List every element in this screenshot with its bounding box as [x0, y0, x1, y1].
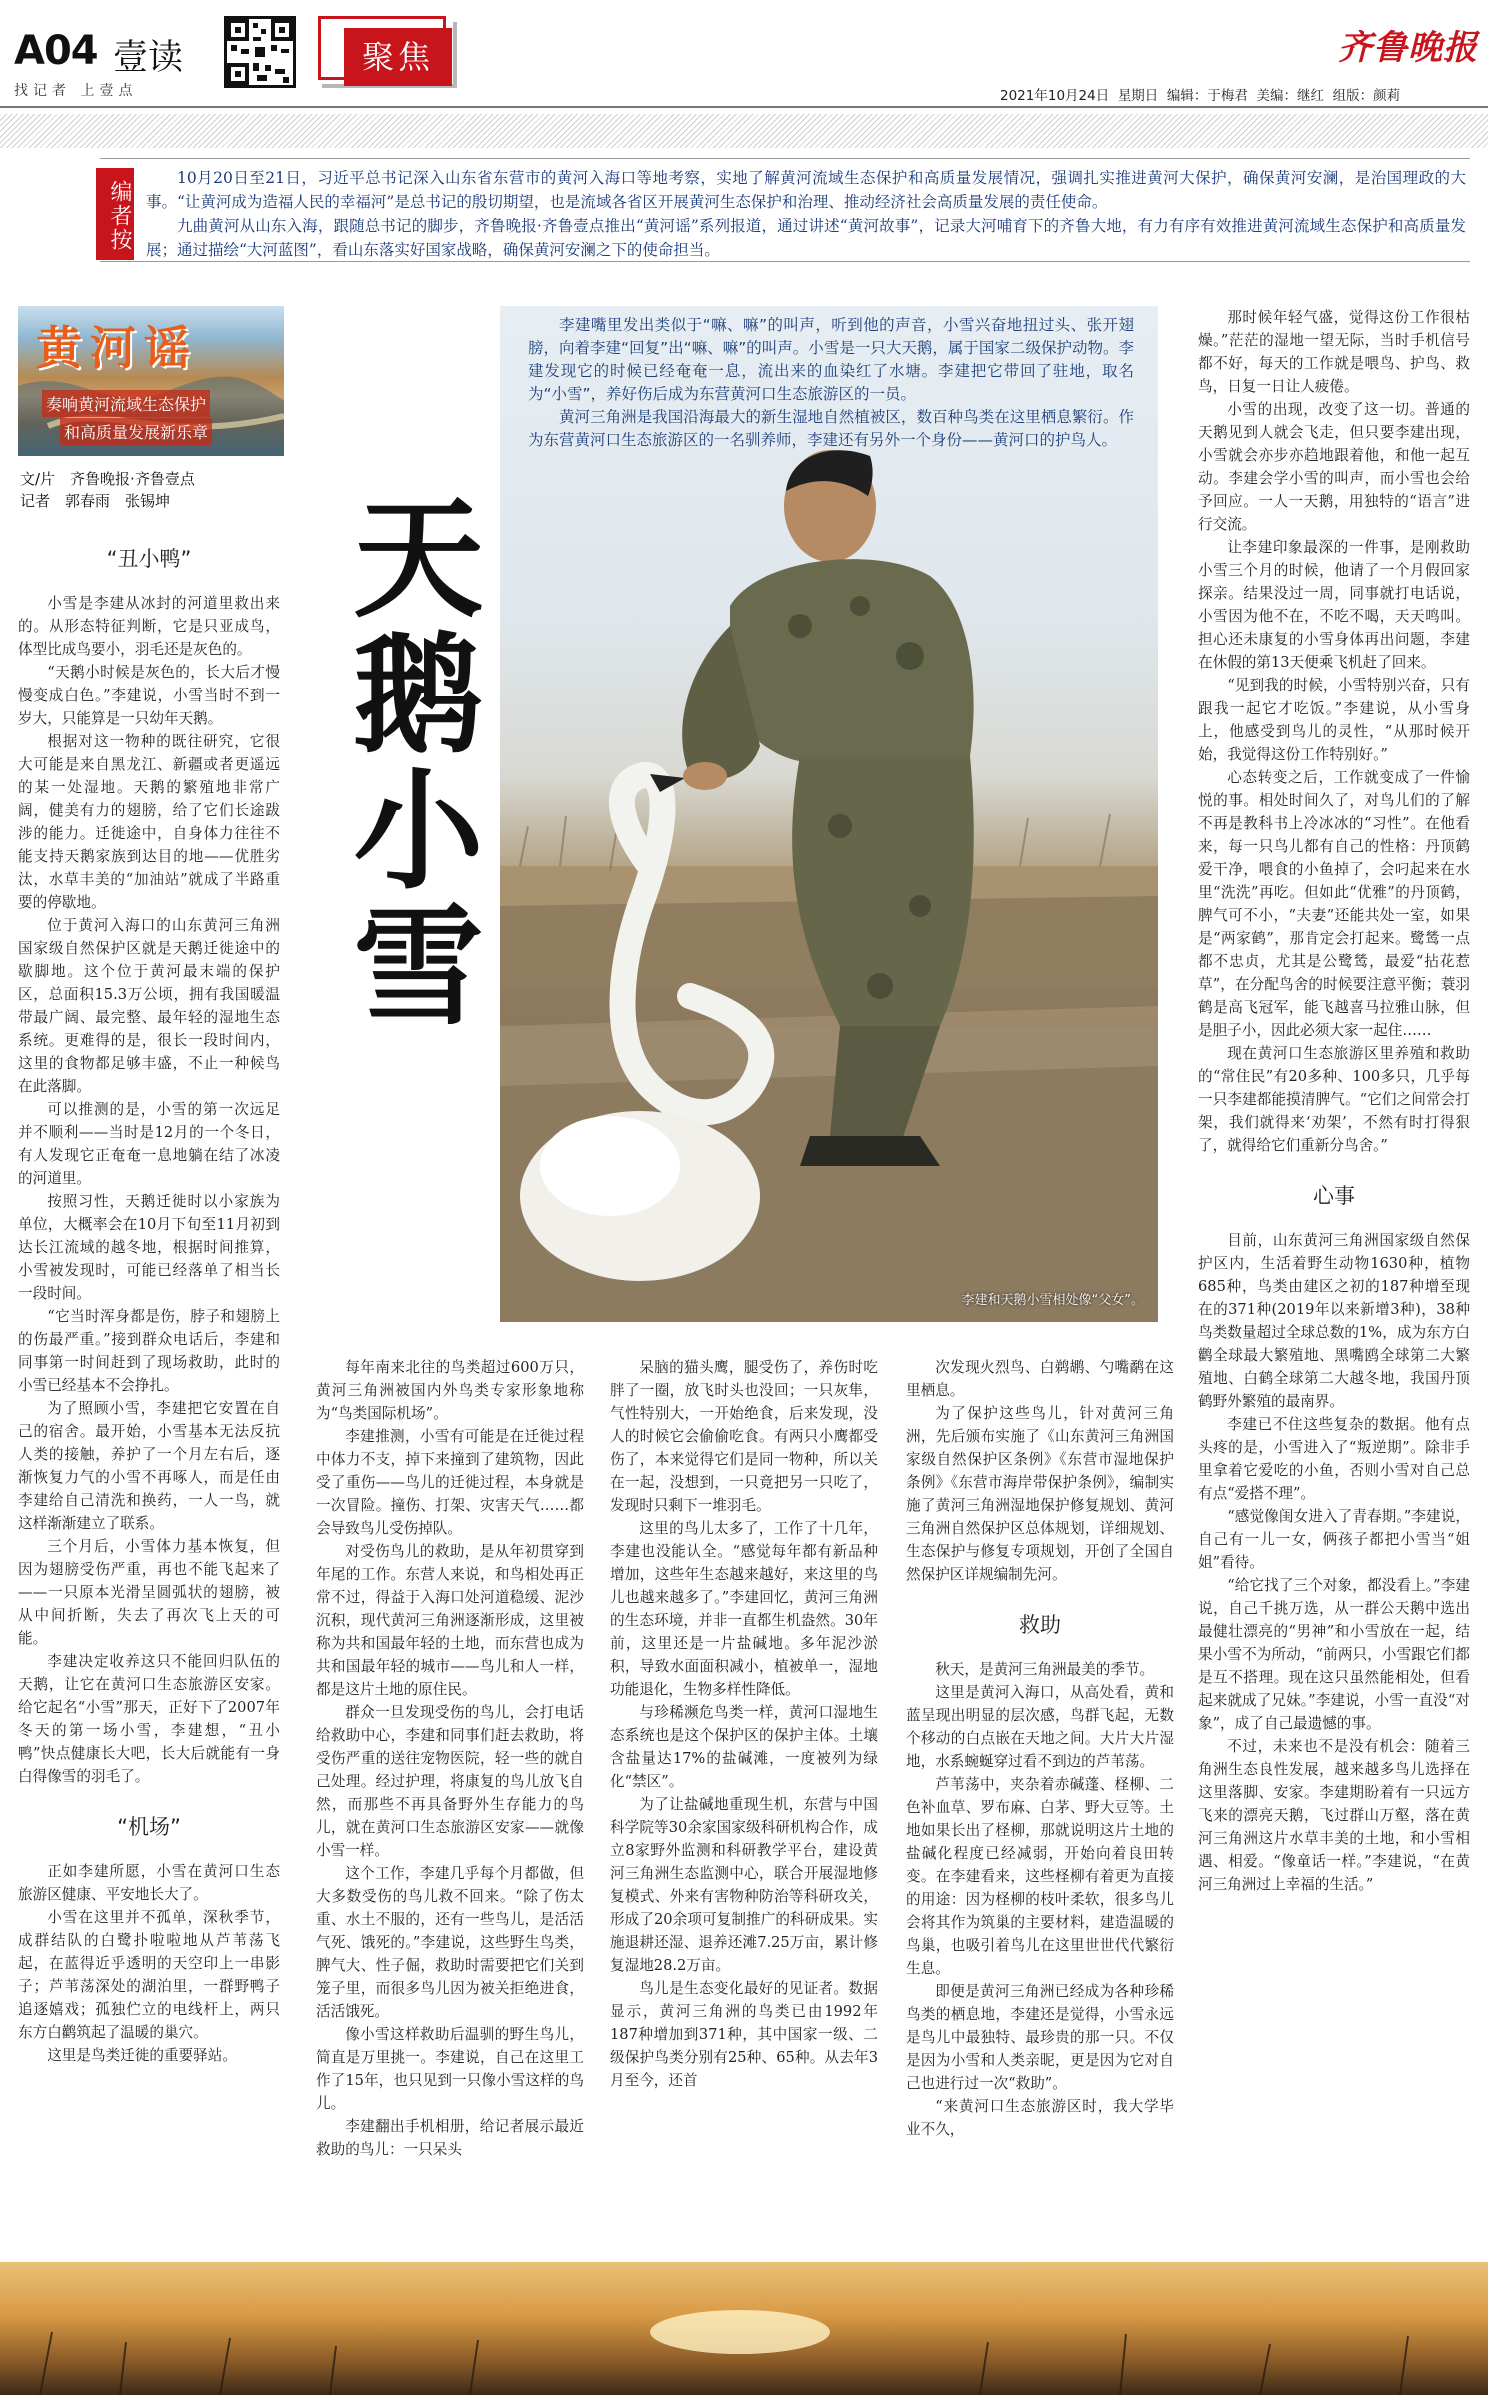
- newspaper-logo: 齐鲁晚报: [1338, 28, 1478, 68]
- column-tag: 聚焦: [344, 28, 452, 86]
- paragraph: 这里是鸟类迁徙的重要驿站。: [47, 2047, 237, 2064]
- editor-note-p1: 10月20日至21日，习近平总书记深入山东省东营市的黄河入海口等地考察，实地了解黄河流域生态保护和高质量发展情况，强调扎实推进黄河大保护，确保黄河安澜，是治国理政的大事。“让黄河成为造福人民的幸福河”是总书记的殷切期望，也是流域各省区开展黄河生态保护和治理、推动经济社会高质量发展的责任使命。: [146, 169, 1466, 211]
- photo-intro-p1: 李建嘴里发出类似于“嘛、嘛”的叫声，听到他的声音，小雪兴奋地扭过头、张开翅膀，向着李建“回复”出“嘛、嘛”的叫声。小雪是一只大天鹅，属于国家二级保护动物。李建发现它的时候已经奄奄一息，流出来的血染红了水塘。李建把它带回了驻地，取名为“小雪”，养好伤后成为东营黄河口生态旅游区的一员。: [528, 316, 1134, 403]
- feature-photo: [500, 306, 1158, 1322]
- paragraph: 让李建印象最深的一件事，是刚救助小雪三个月的时候，他请了一个月假回家探亲。结果没过一周，同事就打电话说，小雪因为他不在，不吃不喝，天天鸣叫。担心还未康复的小雪身体再出问题，李建在休假的第13天便乘飞机赶了回来。: [1198, 539, 1470, 671]
- paragraph: 为了照顾小雪，李建把它安置在自己的宿舍。最开始，小雪基本无法反抗人类的接触，养护了一个月左右后，逐渐恢复力气的小雪不再啄人，而是任由李建给自己清洗和换药，一人一鸟，就这样渐渐建立了联系。: [18, 1400, 280, 1532]
- paragraph: 李建推测，小雪有可能是在迁徙过程中体力不支，掉下来撞到了建筑物，因此受了重伤——鸟儿的迁徙过程，本身就是一次冒险。撞伤、打架、灾害天气……都会导致鸟儿受伤掉队。: [316, 1428, 584, 1537]
- photo-intro: [528, 314, 1134, 452]
- paragraph: 与珍稀濒危鸟类一样，黄河口湿地生态系统也是这个保护区的保护主体。土壤含盐量达17%的盐碱滩，一度被列为绿化“禁区”。: [610, 1704, 878, 1790]
- series-title: 黄河谣: [36, 321, 198, 375]
- series-subtitle-1: 奏响黄河流域生态保护: [42, 390, 210, 417]
- headline: 天鹅小雪: [332, 490, 484, 1034]
- qr-code-icon[interactable]: [224, 16, 296, 88]
- paragraph: 鸟儿是生态变化最好的见证者。数据显示，黄河三角洲的鸟类已由1992年187种增加到371种，其中国家一级、二级保护鸟类分别有25种、65种。从去年3月至今，还首: [610, 1980, 878, 2089]
- byline-line1: 文/片 齐鲁晚报·齐鲁壹点: [20, 470, 195, 488]
- paragraph: 小雪在这里并不孤单，深秋季节，成群结队的白鹭扑啦啦地从芦苇荡飞起，在蓝得近乎透明的天空印上一串影子；芦苇荡深处的湖泊里，一群野鸭子追逐嬉戏；孤独伫立的电线杆上，两只东方白鹳筑起了温暖的巢穴。: [18, 1909, 280, 2041]
- paragraph: 芦苇荡中，夹杂着赤碱蓬、柽柳、二色补血草、罗布麻、白茅、野大豆等。土地如果长出了柽柳，那就说明这片土地的盐碱化程度已经减弱，开始向着良田转变。在李建看来，这些柽柳有着更为直接的用途：因为柽柳的枝叶柔软，很多鸟儿会将其作为筑巢的主要材料，建造温暖的鸟巢，也吸引着鸟儿在这里世世代代繁衍生息。: [906, 1776, 1174, 1977]
- byline: [20, 468, 195, 512]
- paragraph: 这个工作，李建几乎每个月都做，但大多数受伤的鸟儿救不回来。“除了伤太重、水土不服的，还有一些鸟儿，是活活气死、饿死的。”李建说，这些野生鸟类，脾气大、性子倔，救助时需要把它们关到笼子里，而很多鸟儿因为被关拒绝进食，活活饿死。: [316, 1865, 584, 2020]
- column-5-body-b: [1198, 1229, 1470, 1896]
- paragraph: “给它找了三个对象，都没看上。”李建说，自己千挑万选，从一群公天鹅中选出最健壮漂亮的“男神”和小雪放在一起，结果小雪不为所动，“前两只，小雪跟它们都是互不搭理。现在这只虽然能相处，但看起来就成了兄妹。”李建说，小雪一直没“对象”，成了自己最遗憾的事。: [1198, 1577, 1470, 1732]
- column-1-body-a: [18, 592, 280, 1788]
- paragraph: 李建翻出手机相册，给记者展示最近救助的鸟儿：一只呆头: [316, 2118, 584, 2158]
- paragraph: 李建决定收养这只不能回归队伍的天鹅，让它在黄河口生态旅游区安家。给它起名“小雪”那天，正好下了2007年冬天的第一场小雪，李建想，“丑小鸭”快点健康长大吧，长大后就能有一身白得像雪的羽毛了。: [18, 1653, 280, 1785]
- paragraph: 小雪的出现，改变了这一切。普通的天鹅见到人就会飞走，但只要李建出现，小雪就会亦步亦趋地跟着他，和他一起互动。李建会学小雪的叫声，而小雪也会给予回应。一人一天鹅，用独特的“语言”进行交流。: [1198, 401, 1470, 533]
- paragraph: 为了保护这些鸟儿，针对黄河三角洲，先后颁布实施了《山东黄河三角洲国家级自然保护区条例》《东营市湿地保护条例》《东营市海岸带保护条例》，编制实施了黄河三角洲湿地保护修复规划、黄河三角洲自然保护区总体规划，详细规划、生态保护与修复专项规划，开创了全国自然保护区详规编制先河。: [906, 1405, 1174, 1583]
- paragraph: “见到我的时候，小雪特别兴奋，只有跟我一起它才吃饭。”李建说，从小雪身上，他感受到鸟儿的灵性，“从那时候开始，我觉得这份工作特别好。”: [1198, 677, 1470, 763]
- paragraph: 心态转变之后，工作就变成了一件愉悦的事。相处时间久了，对鸟儿们的了解不再是教科书上冷冰冰的“习性”。在他看来，每一只鸟儿都有自己的性格：丹顶鹤爱干净，喂食的小鱼掉了，会叼起来在水里“洗洗”再吃。但如此“优雅”的丹顶鹤，脾气可不小，“夫妻”还能共处一室，如果是“两家鹤”，那肯定会打起来。鹭鸶一点都不忠贞，尤其是公鹭鸶，最爱“拈花惹草”，在分配鸟舍的时候要注意平衡；蓑羽鹤是高飞冠军，能飞越喜马拉雅山脉，但是胆子小，因此必须大家一起住……: [1198, 769, 1470, 1039]
- column-4-body-b: [906, 1658, 1174, 2141]
- paragraph: “天鹅小时候是灰色的，长大后才慢慢变成白色。”李建说，小雪当时不到一岁大，只能算是一只幼年天鹅。: [18, 664, 280, 727]
- paragraph: “它当时浑身都是伤，脖子和翅膀上的伤最严重。”接到群众电话后，李建和同事第一时间赶到了现场救助，此时的小雪已经基本不会挣扎。: [18, 1308, 280, 1394]
- proofreader: 组版：颜莉: [1332, 88, 1401, 104]
- masthead-divider: [0, 106, 1488, 108]
- paragraph: 目前，山东黄河三角洲国家级自然保护区内，生活着野生动物1630种，植物685种，鸟类由建区之初的187种增至现在的371种(2019年以来新增3种)，38种鸟类数量超过全球总数的1%，成为东方白鹳全球最大繁殖地、黑嘴鸥全球第二大繁殖地、白鹤全球第二大越冬地，我国丹顶鹤野外繁殖的最南界。: [1198, 1232, 1470, 1410]
- column-3-body: [610, 1356, 878, 2092]
- series-subtitle-2: 和高质量发展新乐章: [60, 418, 212, 445]
- editor: 编辑：于梅君: [1166, 88, 1248, 104]
- editor-note-p2: 九曲黄河从山东入海，跟随总书记的脚步，齐鲁晚报·齐鲁壹点推出“黄河谣”系列报道，通过讲述“黄河故事”，记录大河哺育下的齐鲁大地，有力有序有效推进黄河流域生态保护和高质量发展；通过描绘“大河蓝图”，看山东落实好国家战略，确保黄河安澜之下的使命担当。: [146, 217, 1466, 259]
- paragraph: 现在黄河口生态旅游区里养殖和救助的“常住民”有20多种、100多只，几乎每一只李建都能摸清脾气。“它们之间常会打架，我们就得来‘劝架’，不然有时打得狠了，就得给它们重新分鸟舍。”: [1198, 1045, 1470, 1154]
- paragraph: 正如李建所愿，小雪在黄河口生态旅游区健康、平安地长大了。: [18, 1863, 280, 1903]
- editor-note-text: [146, 166, 1466, 262]
- paragraph: 小雪是李建从冰封的河道里救出来的。从形态特征判断，它是只亚成鸟，体型比成鸟要小，羽毛还是灰色的。: [18, 595, 280, 658]
- paragraph: 秋天，是黄河三角洲最美的季节。: [935, 1661, 1155, 1678]
- paragraph: 位于黄河入海口的山东黄河三角洲国家级自然保护区就是天鹅迁徙途中的歇脚地。这个位于黄河最末端的保护区，总面积15.3万公顷，拥有我国暖温带最广阔、最完整、最年轻的湿地生态系统。更难得的是，很长一段时间内，这里的食物都足够丰盛，不止一种候鸟在此落脚。: [18, 917, 280, 1095]
- column-4: [906, 1356, 1174, 2246]
- series-banner: [18, 306, 284, 456]
- date: 2021年10月24日: [1000, 88, 1110, 104]
- slogan: 找记者 上壹点: [14, 83, 138, 99]
- paragraph: 对受伤鸟儿的救助，是从年初贯穿到年尾的工作。东营人来说，和鸟相处再正常不过，得益于入海口处河道稳缓、泥沙沉积，现代黄河三角洲逐渐形成，这里被称为共和国最年轻的土地，而东营也成为共和国最年轻的城市——鸟儿和人一样，都是这片土地的原住民。: [316, 1543, 584, 1698]
- column-5-body-a: [1198, 306, 1470, 1157]
- page-number: A04: [14, 28, 98, 74]
- column-3: [610, 1356, 878, 2246]
- paragraph: 为了让盐碱地重现生机，东营与中国科学院等30余家国家级科研机构合作，成立8家野外监测和科研教学平台，建设黄河三角洲生态监测中心，联合开展湿地修复模式、外来有害物种防治等科研攻关，形成了20余项可复制推广的科研成果。实施退耕还湿、退养还滩7.25万亩，累计修复湿地28.2万亩。: [610, 1796, 878, 1974]
- weekday: 星期日: [1117, 88, 1159, 104]
- column-5: [1198, 306, 1470, 2246]
- bottom-sunset-strip: [0, 2262, 1488, 2395]
- byline-line2: 记者 郭春雨 张锡坤: [20, 492, 171, 510]
- photo-intro-p2: 黄河三角洲是我国沿海最大的新生湿地自然植被区，数百种鸟类在这里栖息繁衍。作为东营黄河口生态旅游区的一名驯养师，李建还有另外一个身份——黄河口的护鸟人。: [528, 408, 1134, 449]
- paragraph: 每年南来北往的鸟类超过600万只，黄河三角洲被国内外鸟类专家形象地称为“鸟类国际机场”。: [316, 1359, 584, 1422]
- designer: 美编：继红: [1256, 88, 1324, 104]
- paragraph: 像小雪这样救助后温驯的野生鸟儿，简直是万里挑一。李建说，自己在这里工作了15年，也只见到一只像小雪这样的鸟儿。: [316, 2026, 584, 2112]
- paragraph: 这里的鸟儿太多了，工作了十几年，李建也没能认全。“感觉每年都有新品种增加，这些年生态越来越好，来这里的鸟儿也越来越多了。”李建回忆，黄河三角洲的生态环境，并非一直都生机盎然。30年前，这里还是一片盐碱地。多年泥沙淤积，导致水面面积减小，植被单一，湿地功能退化，生物多样性降低。: [610, 1520, 878, 1698]
- column-2: [316, 1356, 584, 2246]
- subhead-ugly-duckling: “丑小鸭”: [106, 547, 192, 571]
- column-1: [18, 544, 280, 2244]
- subhead-rescue: 救助: [1019, 1613, 1061, 1637]
- paragraph: 不过，未来也不是没有机会：随着三角洲生态良性发展，越来越多鸟儿选择在这里落脚、安家。李建期盼着有一只远方飞来的漂亮天鹅，飞过群山万壑，落在黄河三角洲这片水草丰美的土地，和小雪相遇、相爱。“像童话一样。”李建说，“在黄河三角洲过上幸福的生活。”: [1198, 1738, 1470, 1893]
- date-line: [1000, 84, 1400, 104]
- subhead-airport: “机场”: [117, 1815, 181, 1839]
- paragraph: 那时候年轻气盛，觉得这份工作很枯燥。”茫茫的湿地一望无际，当时手机信号都不好，每天的工作就是喂鸟、护鸟、救鸟，日复一日让人疲倦。: [1198, 309, 1470, 395]
- paragraph: 李建已不住这些复杂的数据。他有点头疼的是，小雪进入了“叛逆期”。除非手里拿着它爱吃的小鱼，否则小雪对自己总有点“爱搭不理”。: [1198, 1416, 1470, 1502]
- paragraph: 呆脑的猫头鹰，腿受伤了，养伤时吃胖了一圈，放飞时头也没回；一只灰隼，气性特别大，一开始绝食，后来发现，没人的时候它会偷偷吃食。有两只小鹰都受伤了，本来觉得它们是同一物种，所以关在一起，没想到，一只竟把另一只吃了，发现时只剩下一堆羽毛。: [610, 1359, 878, 1514]
- paragraph: “来黄河口生态旅游区时，我大学毕业不久，: [906, 2098, 1174, 2138]
- paragraph: 即便是黄河三角洲已经成为各种珍稀鸟类的栖息地，李建还是觉得，小雪永远是鸟儿中最独特、最珍贵的那一只。不仅是因为小雪和人类亲昵，更是因为它对自己也进行过一次“救助”。: [906, 1983, 1174, 2092]
- photo-caption: 李建和天鹅小雪相处像“父女”。: [961, 1293, 1144, 1308]
- paragraph: 根据对这一物种的既往研究，它很大可能是来自黑龙江、新疆或者更遥远的某一处湿地。天鹅的繁殖地非常广阔，健美有力的翅膀，给了它们长途跋涉的能力。迁徙途中，自身体力往往不能支持天鹅家族到达目的地——优胜劣汰，水草丰美的“加油站”就成了半路重要的停歇地。: [18, 733, 280, 911]
- paragraph: 次发现火烈鸟、白鹈鹕、勺嘴鹬在这里栖息。: [906, 1359, 1174, 1399]
- editor-note-label: 编者按: [96, 168, 134, 260]
- column-2-body: [316, 1356, 584, 2161]
- paragraph: 三个月后，小雪体力基本恢复，但因为翅膀受伤严重，再也不能飞起来了——一只原本光滑呈圆弧状的翅膀，被从中间折断，失去了再次飞上天的可能。: [18, 1538, 280, 1647]
- paragraph: “感觉像闺女进入了青春期。”李建说，自己有一儿一女，俩孩子都把小雪当“姐姐”看待。: [1198, 1508, 1470, 1571]
- paragraph: 可以推测的是，小雪的第一次远足并不顺利——当时是12月的一个冬日，有人发现它正奄奄一息地躺在结了冰凌的河道里。: [18, 1101, 280, 1187]
- paragraph: 按照习性，天鹅迁徙时以小家族为单位，大概率会在10月下旬至11月初到达长江流域的越冬地，根据时间推算，小雪被发现时，可能已经落单了相当长一段时间。: [18, 1193, 280, 1302]
- column-4-body-a: [906, 1356, 1174, 1586]
- column-1-body-b: [18, 1860, 280, 2067]
- paragraph: 这里是黄河入海口，从高处看，黄和蓝呈现出明显的层次感，鸟群飞起，无数个移动的白点嵌在天地之间。大片大片湿地，水系蜿蜒穿过看不到边的芦苇荡。: [906, 1684, 1174, 1770]
- paragraph: 群众一旦发现受伤的鸟儿，会打电话给救助中心，李建和同事们赶去救助，将受伤严重的送往宠物医院，轻一些的就自己处理。经过护理，将康复的鸟儿放飞自然，而那些不再具备野外生存能力的鸟儿，就在黄河口生态旅游区安家——就像小雪一样。: [316, 1704, 584, 1859]
- section-name: 壹读: [113, 38, 184, 78]
- subhead-heart: 心事: [1313, 1184, 1355, 1208]
- hatch-band: [0, 114, 1488, 148]
